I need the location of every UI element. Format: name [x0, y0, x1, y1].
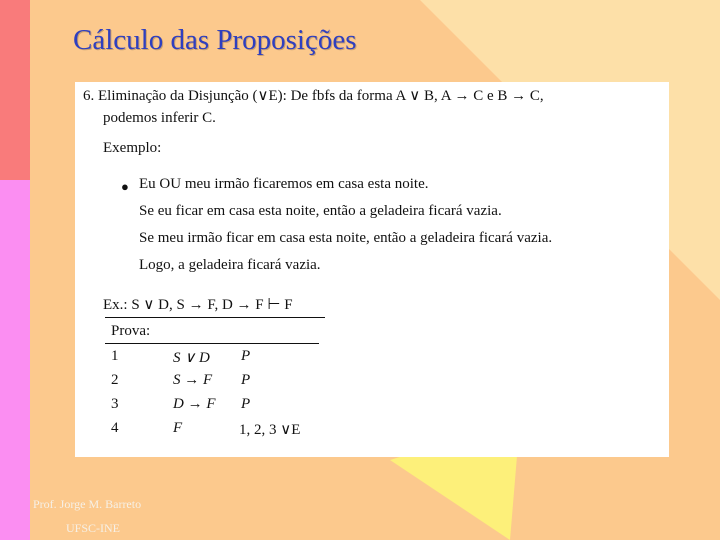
rule-statement: 6. Eliminação da Disjunção (∨E): De fbfs da forma A ∨ B, A → C e B → C,: [83, 88, 544, 104]
proof-row-justification: P: [241, 396, 251, 412]
proof-row-formula: S ∨ D: [173, 350, 210, 366]
proof-row-justification: P: [241, 348, 251, 364]
proof-row-number: 4: [111, 420, 119, 436]
rule-statement-continuation: podemos inferir C.: [103, 110, 216, 126]
proof-row-justification: P: [241, 372, 251, 388]
footer-institution: UFSC-INE: [66, 521, 121, 535]
proof-row-number: 1: [111, 348, 119, 364]
proof-label: Prova:: [111, 323, 151, 339]
proof-row-formula: S → F: [173, 372, 213, 388]
proof-row-justification: 1, 2, 3 ∨E: [239, 422, 301, 438]
example-line: Se eu ficar em casa esta noite, então a geladeira ficará vazia.: [139, 203, 502, 219]
footer-author: Prof. Jorge M. Barreto: [33, 497, 142, 511]
example-line: Logo, a geladeira ficará vazia.: [139, 257, 321, 273]
proof-rule-header: [105, 343, 319, 344]
example-line: Se meu irmão ficar em casa esta noite, então a geladeira ficará vazia.: [139, 230, 553, 246]
example-line: Eu OU meu irmão ficaremos em casa esta noite.: [139, 176, 429, 192]
slide-title: Cálculo das Proposições: [73, 24, 357, 56]
proof-row-formula: D → F: [173, 396, 216, 412]
content-panel: [75, 82, 669, 457]
proof-row-number: 2: [111, 372, 119, 388]
bullet-icon: ●: [121, 179, 129, 194]
example-sequent: Ex.: S ∨ D, S → F, D → F ⊢ F: [103, 297, 293, 313]
example-label: Exemplo:: [103, 140, 162, 156]
proof-row-formula: F: [173, 420, 183, 436]
proof-row-number: 3: [111, 396, 119, 412]
proof-rule-top: [105, 317, 325, 318]
